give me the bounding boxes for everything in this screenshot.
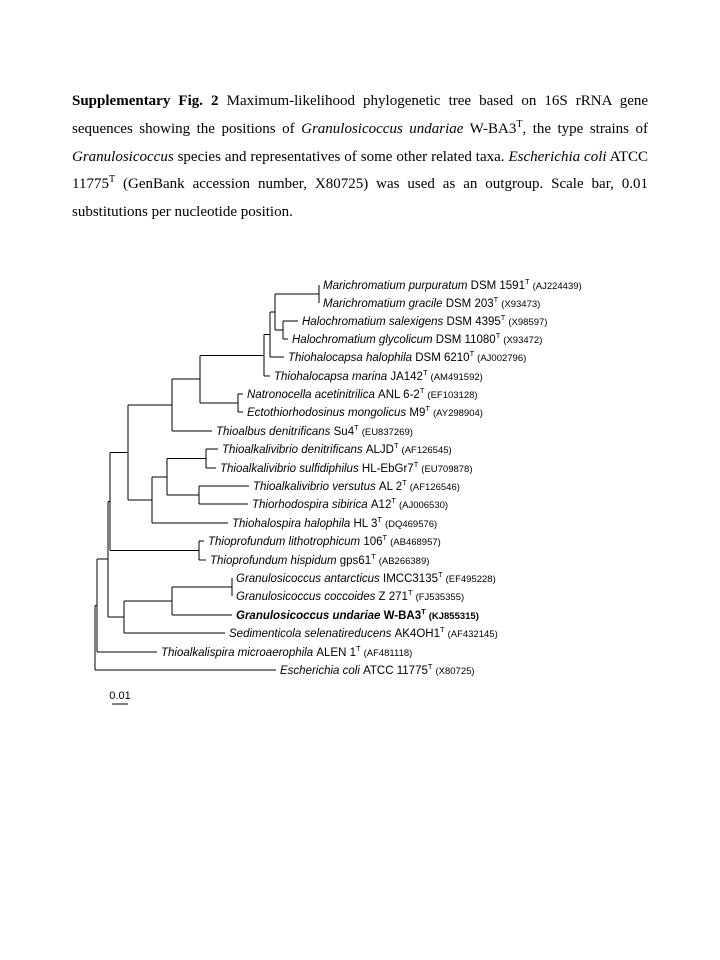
leaf-strain: DSM 6210 xyxy=(415,352,470,364)
leaf-species-name: Thioalkalivibrio sulfidiphilus xyxy=(220,463,362,475)
leaf-species-name: Thiohalocapsa marina xyxy=(274,371,391,383)
leaf-accession: (AM491592) xyxy=(430,372,483,383)
leaf-accession: (AF126546) xyxy=(409,482,460,493)
caption-text-3: , the type strains of xyxy=(522,120,648,137)
leaf-strain: A12 xyxy=(370,499,392,511)
leaf-species-name: Marichromatium gracile xyxy=(323,298,446,310)
leaf-type-superscript: T xyxy=(377,515,382,524)
leaf-species-name: Halochromatium salexigens xyxy=(302,316,447,328)
leaf-accession: (AJ002796) xyxy=(477,353,527,364)
leaf-accession: (AF481118) xyxy=(363,648,413,659)
caption-text-6: (GenBank accession number, X80725) was used as an outgroup. Scale bar, 0.01 substitutions per nucleotide position. xyxy=(72,176,649,221)
leaf-accession: (AY298904) xyxy=(432,408,483,419)
caption-outgroup-species: Escherichia coli xyxy=(508,148,607,165)
leaf-accession: (EF495228) xyxy=(445,574,496,585)
leaf-strain: ATCC 11775 xyxy=(363,665,428,677)
tree-leaf-label xyxy=(292,331,542,346)
leaf-accession: (EU837269) xyxy=(361,427,413,438)
leaf-species-name: Natronocella acetinitrilica xyxy=(247,389,379,401)
leaf-strain: gps61 xyxy=(339,555,372,567)
leaf-strain: M9 xyxy=(409,407,426,419)
caption-outgroup-strain: ATCC 11775 xyxy=(72,148,649,193)
leaf-accession: (AF126545) xyxy=(401,445,452,456)
leaf-species-name: Granulosicoccus antarcticus xyxy=(236,573,384,585)
tree-leaf-label xyxy=(280,662,475,677)
leaf-strain: JA142 xyxy=(390,371,423,383)
tree-leaf-label xyxy=(323,277,582,292)
leaf-species-name: Thiohalospira halophila xyxy=(232,518,354,530)
leaf-species-name: Granulosicoccus coccoides xyxy=(236,591,379,603)
leaf-strain: IMCC3135 xyxy=(383,573,438,585)
leaf-type-superscript: T xyxy=(407,588,413,597)
leaf-type-superscript: T xyxy=(425,404,430,413)
leaf-type-superscript: T xyxy=(402,478,407,487)
leaf-species-name: Halochromatium glycolicum xyxy=(292,334,436,346)
leaf-species-name: Ectothiorhodosinus mongolicus xyxy=(247,407,410,419)
leaf-type-superscript: T xyxy=(355,644,361,653)
leaf-accession: (DQ469576) xyxy=(384,519,438,530)
tree-leaf-label xyxy=(220,460,473,475)
leaf-strain: DSM 11080 xyxy=(435,334,496,346)
leaf-type-superscript: T xyxy=(437,570,443,579)
caption-type-superscript-2: T xyxy=(108,174,116,186)
caption-label: Supplementary Fig. 2 xyxy=(72,93,219,109)
leaf-species-name: Sedimenticola selenatireducens xyxy=(229,628,395,640)
leaf-accession: (EU709878) xyxy=(421,464,473,475)
leaf-species-name: Thioalkalispira microaerophila xyxy=(161,647,317,659)
caption-strain: W-BA3 xyxy=(469,120,517,137)
leaf-strain: DSM 203 xyxy=(445,298,494,310)
leaf-strain: HL-EbGr7 xyxy=(361,463,414,475)
leaf-strain: ALEN 1 xyxy=(316,647,356,659)
leaf-type-superscript: T xyxy=(421,607,426,616)
leaf-type-superscript: T xyxy=(413,460,419,469)
leaf-accession: (AF432145) xyxy=(447,629,498,640)
scale-bar-label: 0.01 xyxy=(109,690,131,702)
leaf-strain: AK4OH1 xyxy=(394,628,440,640)
leaf-species-name: Escherichia coli xyxy=(280,665,364,677)
leaf-type-superscript: T xyxy=(427,662,433,671)
leaf-type-superscript: T xyxy=(469,349,475,358)
leaf-species-name: Thioprofundum hispidum xyxy=(210,555,340,567)
tree-leaf-label xyxy=(252,496,448,511)
leaf-strain: HL 3 xyxy=(353,518,378,530)
tree-leaf-label xyxy=(253,478,460,493)
leaf-accession: (AB266389) xyxy=(378,556,430,567)
leaf-species-name: Thiohalocapsa halophila xyxy=(288,352,416,364)
tree-leaf-labels xyxy=(161,277,582,677)
tree-leaf-label xyxy=(274,368,483,383)
tree-leaf-label xyxy=(247,386,478,401)
leaf-type-superscript: T xyxy=(419,386,425,395)
leaf-type-superscript: T xyxy=(439,625,445,634)
tree-leaf-label xyxy=(229,625,498,640)
tree-leaf-label xyxy=(222,441,452,456)
leaf-strain: ALJD xyxy=(365,444,394,456)
leaf-strain: AL 2 xyxy=(378,481,403,493)
scale-bar xyxy=(109,690,130,704)
leaf-type-superscript: T xyxy=(500,313,506,322)
tree-leaf-label xyxy=(161,644,412,659)
tree-leaf-label xyxy=(302,313,547,328)
leaf-species-name: Thiorhodospira sibirica xyxy=(252,499,371,511)
leaf-strain: 106 xyxy=(363,536,383,548)
leaf-accession: (FJ535355) xyxy=(415,592,465,603)
leaf-accession: (KJ855315) xyxy=(428,611,479,622)
tree-leaf-label xyxy=(323,295,540,310)
tree-leaf-label xyxy=(236,607,479,622)
tree-leaf-label xyxy=(236,570,496,585)
caption-text-1: Maximum-likelihood phylogenetic tree based on 16S rRNA gene sequences showing the positions of xyxy=(72,93,649,137)
leaf-accession: (X98597) xyxy=(508,317,548,328)
tree-leaf-label xyxy=(216,423,413,438)
leaf-type-superscript: T xyxy=(354,423,359,432)
leaf-type-superscript: T xyxy=(524,277,530,286)
caption-genus: Granulosicoccus xyxy=(72,148,174,165)
leaf-type-superscript: T xyxy=(371,552,376,561)
leaf-accession: (X80725) xyxy=(435,666,475,677)
leaf-accession: (EF103128) xyxy=(427,390,478,401)
leaf-species-name: Granulosicoccus undariae xyxy=(236,610,384,622)
leaf-strain: W-BA3 xyxy=(383,610,422,622)
leaf-type-superscript: T xyxy=(422,368,428,377)
leaf-strain: Z 271 xyxy=(378,591,408,603)
leaf-strain: DSM 1591 xyxy=(470,280,525,292)
leaf-type-superscript: T xyxy=(493,295,499,304)
leaf-accession: (AJ224439) xyxy=(532,281,582,292)
leaf-type-superscript: T xyxy=(495,331,501,340)
leaf-species-name: Thioalbus denitrificans xyxy=(216,426,334,438)
leaf-accession: (AJ006530) xyxy=(398,500,449,511)
caption-species-undariae: Granulosicoccus undariae xyxy=(301,120,464,137)
leaf-species-name: Thioalkalivibrio denitrificans xyxy=(222,444,366,456)
leaf-strain: ANL 6-2 xyxy=(378,389,420,401)
leaf-accession: (X93472) xyxy=(503,335,543,346)
leaf-species-name: Thioalkalivibrio versutus xyxy=(253,481,379,493)
tree-leaf-label xyxy=(288,349,526,364)
tree-leaf-label xyxy=(210,552,429,567)
leaf-type-superscript: T xyxy=(382,533,388,542)
caption-type-superscript: T xyxy=(516,118,523,130)
leaf-species-name: Marichromatium purpuratum xyxy=(323,280,471,292)
leaf-accession: (X93473) xyxy=(501,299,541,310)
leaf-type-superscript: T xyxy=(391,496,396,505)
leaf-strain: Su4 xyxy=(333,426,355,438)
leaf-species-name: Thioprofundum lithotrophicum xyxy=(208,536,364,548)
leaf-accession: (AB468957) xyxy=(390,537,441,548)
tree-leaf-label xyxy=(247,404,483,419)
tree-leaf-label xyxy=(236,588,464,603)
caption-text-4: species and representatives of some other related taxa. xyxy=(177,148,505,165)
leaf-type-superscript: T xyxy=(393,441,399,450)
tree-leaf-label xyxy=(208,533,441,548)
leaf-strain: DSM 4395 xyxy=(446,316,501,328)
tree-leaf-label xyxy=(232,515,437,530)
